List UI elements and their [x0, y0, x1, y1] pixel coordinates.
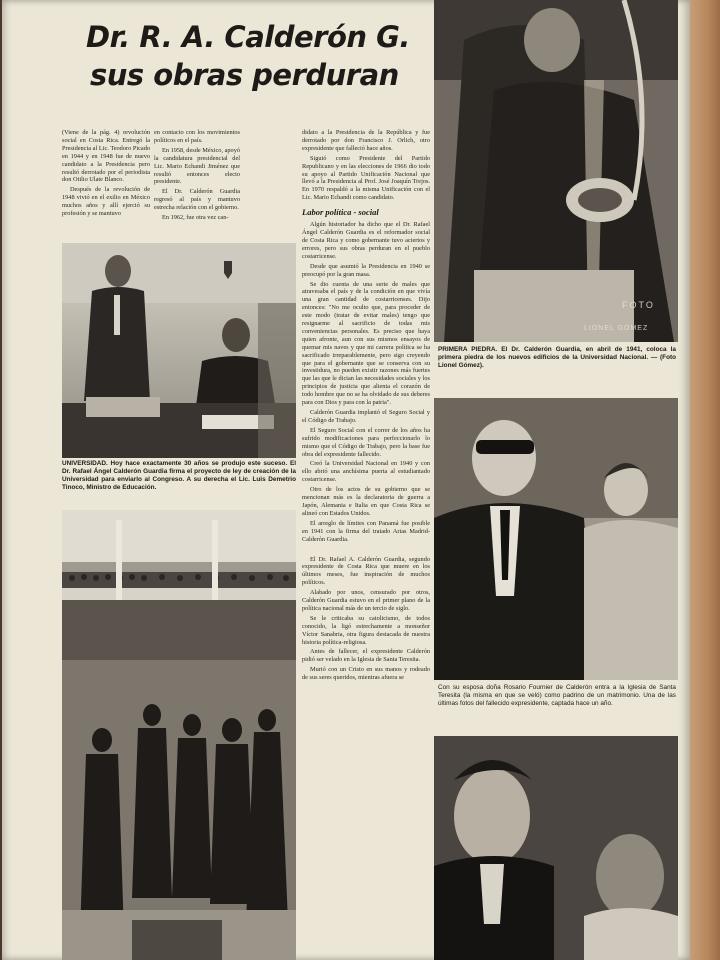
caption-text: Hoy hace exactamente 30 años se produjo este suceso. El Dr. Rafael Ángel Calderón Guardia firma el proyecto de ley de creación de la Universidad para enviarlo al Congreso. A su derecha el Lic. Luis Demetrio Tinoco, Ministro de Educación. — [62, 460, 296, 491]
paragraph: En 1962, fue otra vez can- — [162, 214, 229, 222]
paragraph: El arreglo de límites con Panamá fue posible en 1941 con la firma del tratado Arias Madrid-Calderón Guardia. — [302, 519, 430, 543]
headline-line-1: Dr. R. A. Calderón G. — [86, 20, 410, 54]
paragraph: Otro de los actos de su gobierno que se mencionan más es la declaratoria de guerra a Japón, Alemania e Italia en que Costa Rica se alineó con Estados Unidos. — [302, 486, 430, 517]
paragraph: Antes de fallecer, el expresidente Calderón pidió ser velado en la Iglesia de Santa Teresita. — [302, 648, 430, 664]
photo-university-signing — [62, 243, 296, 458]
paragraph: Creó la Universidad Nacional en 1940 y con ello abrió una anchísima puerta al estudiantado costarricense. — [302, 460, 430, 484]
paragraph: Murió con un Cristo en sus manos y rodeado de sus seres queridos, mientras afuera se — [302, 666, 430, 682]
section-heading: Labor política - social — [302, 207, 379, 218]
paragraph: Desde que asumió la Presidencia en 1940 se preocupó por la gran masa. — [302, 262, 430, 278]
caption-text: El Dr. Calderón Guardia, en abril de 1941, coloca la primera piedra de los nuevos edificios de la Universidad Nacional. — (Foto Lionel Gómez). — [438, 346, 676, 369]
paragraph: en contacto con los movimientos políticos en el país. — [154, 129, 240, 144]
paragraph: Después de la revolución de 1948 vivió en el exilio en México muchos años y allí ejerció su profesión y se mantuvo — [62, 186, 150, 218]
photo-credit-stamp: FOTO — [622, 300, 655, 310]
paragraph: didato a la Presidencia de la República y fue derrotado por don Francisco J. Orlich, otro expresidente que falleció hace años. — [302, 129, 430, 152]
headline-line-2: sus obras perduran — [90, 58, 399, 92]
caption-lead: UNIVERSIDAD. — [62, 460, 108, 467]
headline — [86, 18, 426, 94]
article-column-3 — [302, 129, 430, 921]
paragraph: Algún historiador ha dicho que el Dr. Rafael Ángel Calderón Guardia es el reformador social de Costa Rica y como gobernante tuvo aciertos y errores, pero sus obras perduran en el pueblo costarricense. — [302, 221, 430, 260]
paragraph: En 1958, desde México, apoyó la candidatura presidencial del Lic. Mario Echandi Jiménez que resultó entonces electo presidente. — [154, 146, 240, 186]
photo-with-wife — [434, 398, 678, 680]
caption-universidad — [62, 460, 296, 492]
paragraph: El Seguro Social con el correr de los años ha sufrido modificaciones para perfeccionarlo lo mismo que el Código de Trabajo, pero la base fue obra del expresidente fallecido. — [302, 426, 430, 458]
photo-first-stone — [434, 0, 678, 342]
caption-text: Con su esposa doña Rosario Fournier de Calderón entra a la Iglesia de Santa Teresita (la misma en que se veló) como padrino de un matrimonio. Una de las últimas fotos del fallecido expresidente, captada hace un año. — [438, 684, 676, 707]
paragraph: El Dr. Rafael A. Calderón Guardia, segundo expresidente de Costa Rica que muere en los últimos meses, fue inspiración de muchos políticos. — [302, 555, 430, 587]
paragraph: (Viene de la pág. 4) revolución social en Costa Rica. Entregó la Presidencia al Lic. Teodoro Picado en 1944 y en 1948 fue de nuevo candidato a la Presidencia pero resultó derrotado por el periodista don Otilio Ulate Blanco. — [62, 129, 150, 184]
article-column-2 — [154, 129, 240, 239]
caption-primera-piedra — [438, 346, 676, 370]
photo-portrait-bottom — [434, 736, 678, 960]
newspaper-page — [2, 0, 690, 960]
article-column-1 — [62, 129, 150, 239]
paragraph: Siguió como Presidente del Partido Republicano y en las elecciones de 1966 dio todo su apoyo al Partido Unificación Nacional que llevó a la Presidencia al Prof. José Joaquín Trejos. En 1970 respaldó a la misma Unificación con el Lic. Mario Echandi como candidato. — [302, 154, 430, 202]
paragraph: Calderón Guardia implantó el Seguro Social y el Código de Trabajo. — [302, 409, 430, 424]
caption-esposa — [438, 684, 676, 708]
paragraph: Alabado por unos, censurado por otros, Calderón Guardia estuvo en el primer plano de la política nacional más de un tercio de siglo. — [302, 589, 430, 612]
photo-credit-stamp-name: LIONEL GOMEZ — [584, 325, 649, 332]
photo-courtyard-procession — [62, 510, 296, 960]
background-surface — [688, 0, 720, 960]
paragraph: Se le criticaba su catolicismo, de todos conocido, la ligó estrechamente a monseñor Víctor Sanabria, otra figura destacada de nuestra historia política-religiosa. — [302, 614, 430, 646]
paragraph: El Dr. Calderón Guardia regresó al país y mantuvo estrecha relación con el gobierno. — [154, 188, 240, 212]
caption-lead: PRIMERA PIEDRA. — [438, 346, 498, 353]
paragraph: Se dio cuenta de una serie de males que atravesaba el país y de la condición en que vivía una gran cantidad de costarricenses. Dijo entonces: "No me oculto que, para proceder de este modo (tratar de evitar males) tengo que resignarme al sacrificio de todas mis conveniencias personales. Es preciso que haya quien afronte, aun con sus mismos ensayos de quemar mis naves y que mi carrera política se ha sacrificado irreparablemente, pero sigo creyendo que para el gobernante que se conserva con su investidura, no pueden existir razones más fuertes que las que le dictan las necesidades sociales y los principios de justicia que alienta el corazón de todo hombre que no se ha olvidado de sus deberes para con Dios y para con la patria". — [302, 280, 430, 407]
